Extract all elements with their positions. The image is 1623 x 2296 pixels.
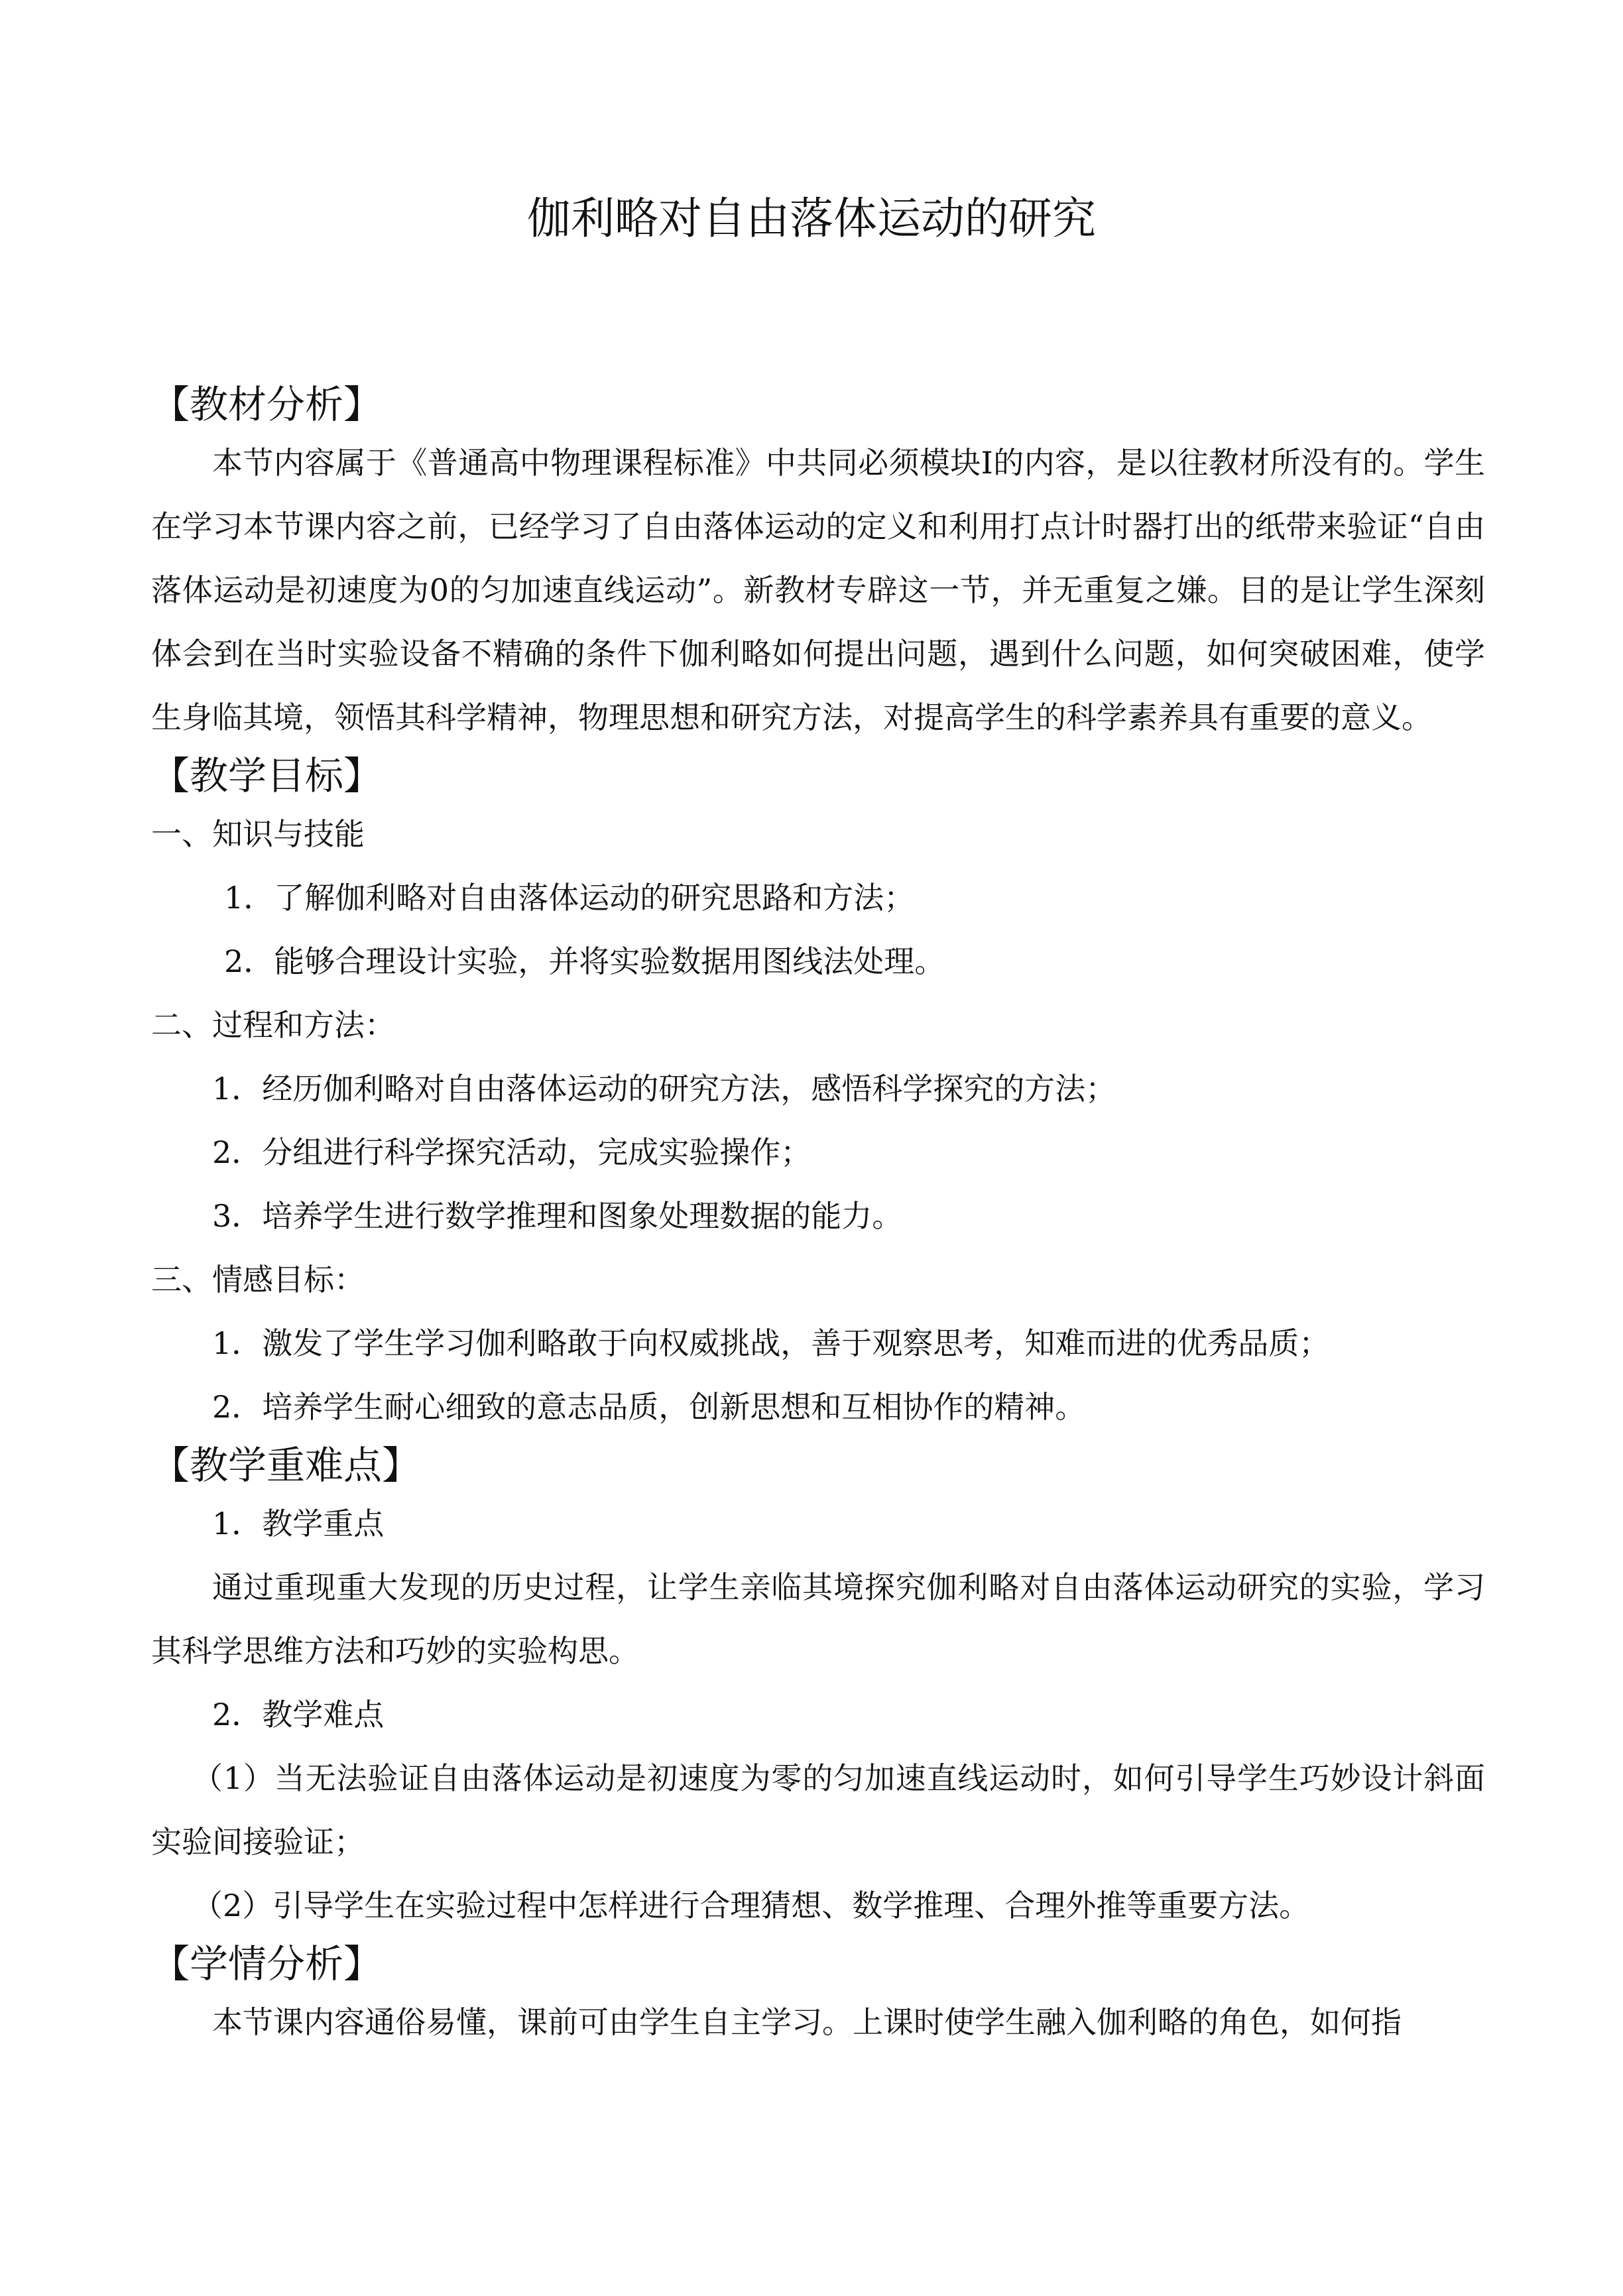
goal-process-item: 2．分组进行科学探究活动，完成实验操作； <box>212 1134 812 1170</box>
goal-knowledge-skills-label: 一、知识与技能 <box>151 816 365 852</box>
page-title: 伽利略对自由落体运动的研究 <box>527 193 1096 244</box>
key-point-text: 通过重现重大发现的历史过程，让学生亲临其境探究伽利略对自由落体运动研究的实验，学习其科学思维方法和巧妙的实验构思。 <box>151 1569 1485 1669</box>
goal-emotion-label: 三、情感目标： <box>151 1262 365 1298</box>
section-heading-key-difficult-points: 【教学重难点】 <box>151 1443 421 1488</box>
goal-knowledge-item: 1．了解伽利略对自由落体运动的研究思路和方法； <box>224 880 915 916</box>
goal-process-method-label: 二、过程和方法： <box>151 1007 395 1043</box>
difficult-point-item: （1）当无法验证自由落体运动是初速度为零的匀加速直线运动时，如何引导学生巧妙设计斜面实验间接验证； <box>151 1760 1485 1860</box>
section-heading-teaching-goals: 【教学目标】 <box>151 753 383 798</box>
section-heading-student-analysis: 【学情分析】 <box>151 1941 383 1986</box>
section-heading-textbook-analysis: 【教材分析】 <box>151 382 383 427</box>
goal-emotion-item: 1．激发了学生学习伽利略敢于向权威挑战，善于观察思考，知难而进的优秀品质； <box>212 1325 1330 1361</box>
difficult-point-label: 2．教学难点 <box>212 1697 385 1732</box>
goal-process-item: 1．经历伽利略对自由落体运动的研究方法，感悟科学探究的方法； <box>212 1071 1116 1107</box>
goal-knowledge-item: 2．能够合理设计实验，并将实验数据用图线法处理。 <box>224 943 945 979</box>
goal-process-item: 3．培养学生进行数学推理和图象处理数据的能力。 <box>212 1198 903 1234</box>
key-point-label: 1．教学重点 <box>212 1506 385 1541</box>
textbook-analysis-paragraph: 本节内容属于《普通高中物理课程标准》中共同必须模块Ⅰ的内容，是以往教材所没有的。学生在学习本节课内容之前，已经学习了自由落体运动的定义和利用打点计时器打出的纸带来验证“自由落体运动是初速度为0的匀加速直线运动”。新教材专辟这一节，并无重复之嫌。目的是让学生深刻体会到在当时实验设备不精确的条件下伽利略如何提出问题，遇到什么问题，如何突破困难，使学生身临其境，领悟其科学精神，物理思想和研究方法，对提高学生的科学素养具有重要的意义。 <box>151 445 1485 735</box>
goal-emotion-item: 2．培养学生耐心细致的意志品质，创新思想和互相协作的精神。 <box>212 1389 1086 1425</box>
difficult-point-item: （2）引导学生在实验过程中怎样进行合理猜想、数学推理、合理外推等重要方法。 <box>192 1888 1310 1923</box>
document-body <box>151 378 1485 2054</box>
student-analysis-paragraph: 本节课内容通俗易懂，课前可由学生自主学习。上课时使学生融入伽利略的角色，如何指 <box>212 2004 1402 2040</box>
